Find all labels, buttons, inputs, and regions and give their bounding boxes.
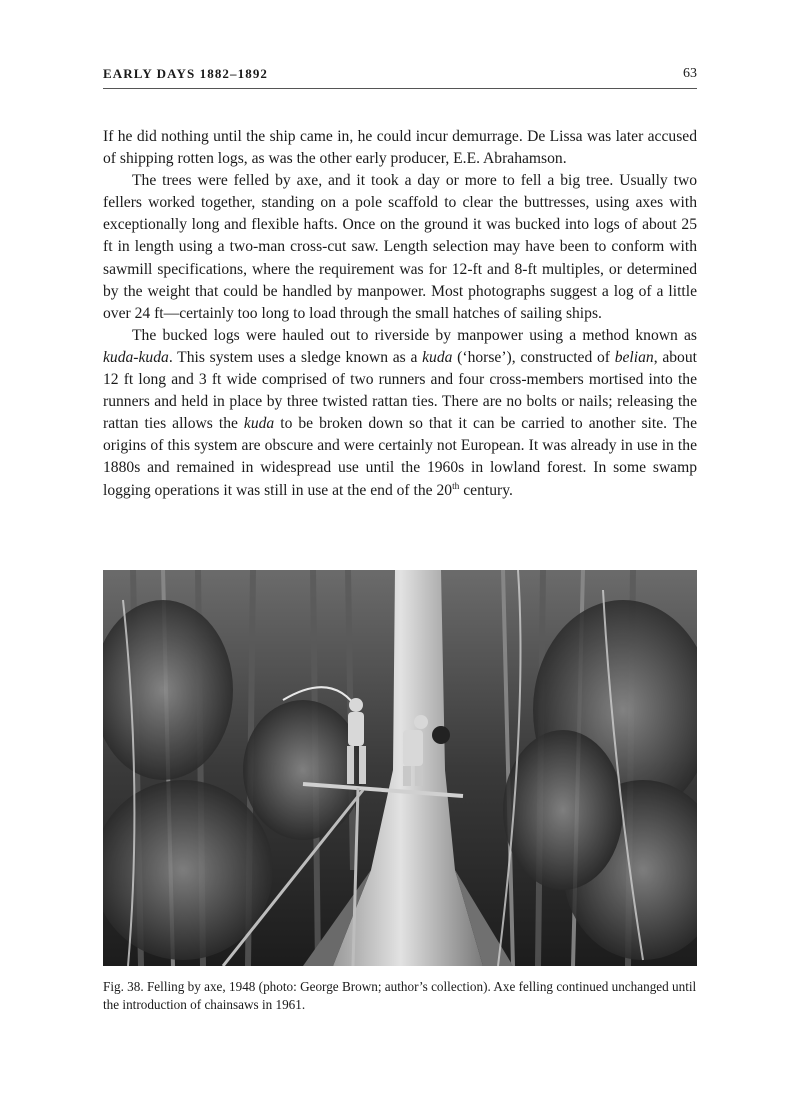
- forest-felling-photo-icon: [103, 570, 697, 966]
- text-run: The bucked logs were hauled out to riverside by manpower using a method known as: [132, 326, 697, 344]
- text-run: The trees were felled by axe, and it took a day or more to fell a big tree. Usually two fellers worked together, standing on a pole scaffold to clear the buttresses, using axes with exceptionally long and flexible hafts. Once on the ground it was bucked into logs of about 25 ft in length using a two-man cross-cut saw. Length selection may have been to conform with sawmill specifications, where the requirement was for 12-ft and 8-ft multiples, or determined by the weight that could be handled by manpower. Most photographs suggest a log of a little over 24 ft—certainly too long to load through the small hatches of sailing ships.: [103, 172, 697, 322]
- text-run: If he did nothing until the ship came in, he could incur demurrage. De Lissa was later accused of shipping rotten logs, as was the other early producer, E.E. Abrahamson.: [103, 128, 697, 168]
- italic-term: kuda: [243, 415, 275, 433]
- body-paragraph: [103, 170, 697, 325]
- text-run: , about 12 ft long and 3 ft wide comprised of two runners and four cross-members mortised into the runners and held in place by three twisted rattan ties. There are no bolts or nails; releasing the rattan ties allows the: [103, 348, 697, 433]
- figure-photograph: [103, 570, 697, 966]
- italic-term: belian: [614, 348, 654, 366]
- figure-caption: Fig. 38. Felling by axe, 1948 (photo: George Brown; author’s collection). Axe felling continued unchanged until the introduction of chainsaws in 1961.: [103, 979, 697, 1012]
- italic-term: kuda-kuda: [103, 348, 169, 366]
- running-title: EARLY DAYS 1882–1892: [103, 66, 269, 81]
- text-run: . This system uses a sledge known as a: [168, 348, 423, 366]
- text-run: (‘horse’), constructed of: [452, 348, 615, 366]
- body-paragraph: [103, 126, 697, 170]
- body-paragraph: [103, 325, 697, 502]
- superscript: th: [452, 481, 460, 492]
- italic-term: kuda: [422, 348, 453, 366]
- text-run: century.: [459, 481, 513, 499]
- body-text: [103, 126, 697, 502]
- page-number: 63: [683, 66, 697, 81]
- text-run: to be broken down so that it can be carried to another site. The origins of this system are obscure and were certainly not European. It was already in use in the 1880s and remained in widespread use until the 1960s in lowland forest. In some swamp logging operations it was still in use at the end of the 20: [103, 415, 697, 499]
- running-head: [103, 66, 697, 89]
